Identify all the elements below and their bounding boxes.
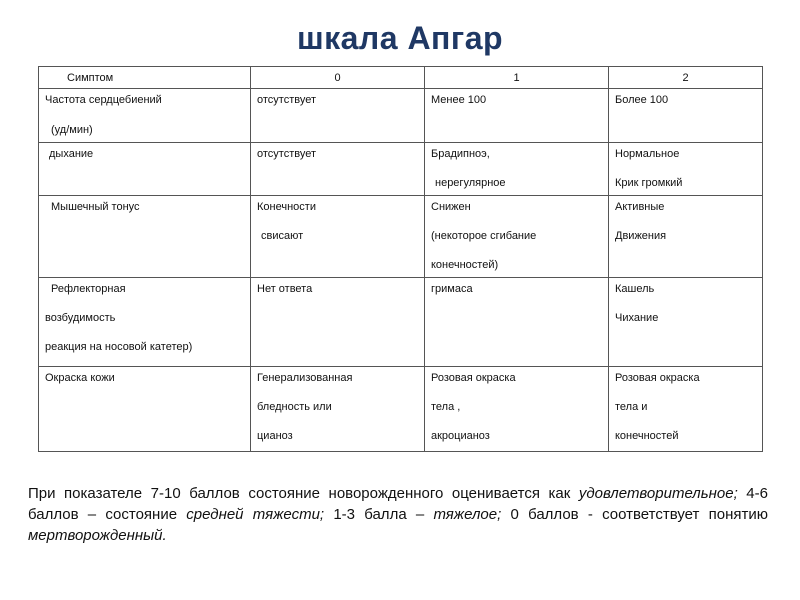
cell-symptom — [39, 143, 251, 196]
cell-text: Снижен — [431, 201, 471, 213]
footnote-emphasis: тяжелое; — [433, 506, 502, 523]
table-row-breathing — [39, 143, 763, 196]
cell-text: отсутствует — [257, 148, 317, 160]
cell-text: Конечности — [257, 201, 316, 213]
apgar-table — [38, 66, 763, 452]
cell-text: Розовая окраска — [615, 372, 700, 384]
table-row-skin-color — [39, 367, 763, 452]
cell-score-1 — [425, 196, 609, 278]
header-score-1: 1 — [425, 67, 609, 89]
cell-text: отсутствует — [257, 94, 317, 106]
cell-score-0 — [251, 143, 425, 196]
header-score-2: 2 — [609, 67, 763, 89]
cell-symptom — [39, 196, 251, 278]
cell-text: Чихание — [615, 312, 659, 324]
cell-text: цианоз — [257, 430, 293, 442]
cell-text: Крик громкий — [615, 177, 683, 189]
cell-text: (некоторое сгибание — [431, 230, 537, 242]
cell-text: Нормальное — [615, 148, 680, 160]
table-row-muscle-tone — [39, 196, 763, 278]
table-row-heart-rate — [39, 89, 763, 143]
cell-score-0 — [251, 278, 425, 367]
cell-text: дыхание — [49, 148, 94, 160]
cell-text: конечностей) — [431, 259, 499, 271]
cell-text: (уд/мин) — [51, 124, 93, 136]
cell-symptom — [39, 367, 251, 452]
cell-text: бледность или — [257, 401, 332, 413]
cell-text: Активные — [615, 201, 665, 213]
footnote-emphasis: мертворожденный. — [28, 527, 167, 544]
footnote-text: 4-6 баллов – состояние — [28, 485, 768, 523]
footnote-text: 0 баллов - соответствует понятию — [501, 506, 768, 523]
cell-score-1 — [425, 367, 609, 452]
cell-text: акроцианоз — [431, 430, 490, 442]
cell-score-2 — [609, 367, 763, 452]
header-score-0: 0 — [251, 67, 425, 89]
cell-text: Генерализованная — [257, 372, 353, 384]
cell-text: нерегулярное — [435, 177, 506, 189]
cell-text: гримаса — [431, 283, 473, 295]
cell-score-1 — [425, 143, 609, 196]
cell-score-2 — [609, 196, 763, 278]
cell-text: свисают — [261, 230, 304, 242]
footnote-text: 1-3 балла – — [324, 506, 434, 523]
cell-text: Окраска кожи — [45, 372, 115, 384]
cell-text: конечностей — [615, 430, 679, 442]
cell-symptom — [39, 89, 251, 143]
cell-score-0 — [251, 367, 425, 452]
cell-text: Более 100 — [615, 94, 669, 106]
cell-score-2 — [609, 89, 763, 143]
scoring-footnote — [28, 483, 768, 546]
cell-score-2 — [609, 143, 763, 196]
cell-text: Нет ответа — [257, 283, 313, 295]
header-symptom: Симптом — [39, 67, 251, 89]
cell-text: Кашель — [615, 283, 655, 295]
page-title: шкала Апгар — [296, 20, 504, 56]
cell-text: Рефлекторная — [51, 283, 126, 295]
footnote-emphasis: удовлетворительное; — [578, 485, 738, 502]
cell-score-1 — [425, 89, 609, 143]
table-row-reflex — [39, 278, 763, 367]
cell-text: Мышечный тонус — [51, 201, 140, 213]
cell-text: Менее 100 — [431, 94, 487, 106]
cell-text: Движения — [615, 230, 667, 242]
cell-text: возбудимость — [45, 312, 116, 324]
footnote-emphasis: средней тяжести; — [186, 506, 325, 523]
cell-symptom — [39, 278, 251, 367]
footnote-text: При показателе 7-10 баллов состояние новорожденного оценивается как — [28, 485, 579, 502]
cell-score-1 — [425, 278, 609, 367]
cell-text: реакция на носовой катетер) — [45, 341, 193, 353]
cell-text: Розовая окраска — [431, 372, 516, 384]
cell-score-0 — [251, 196, 425, 278]
cell-score-2 — [609, 278, 763, 367]
cell-score-0 — [251, 89, 425, 143]
table-header-row — [39, 67, 763, 89]
cell-text: Брадипноэ, — [431, 148, 490, 160]
cell-text: тела и — [615, 401, 648, 413]
cell-text: Частота сердцебиений — [45, 94, 162, 106]
cell-text: тела , — [431, 401, 461, 413]
